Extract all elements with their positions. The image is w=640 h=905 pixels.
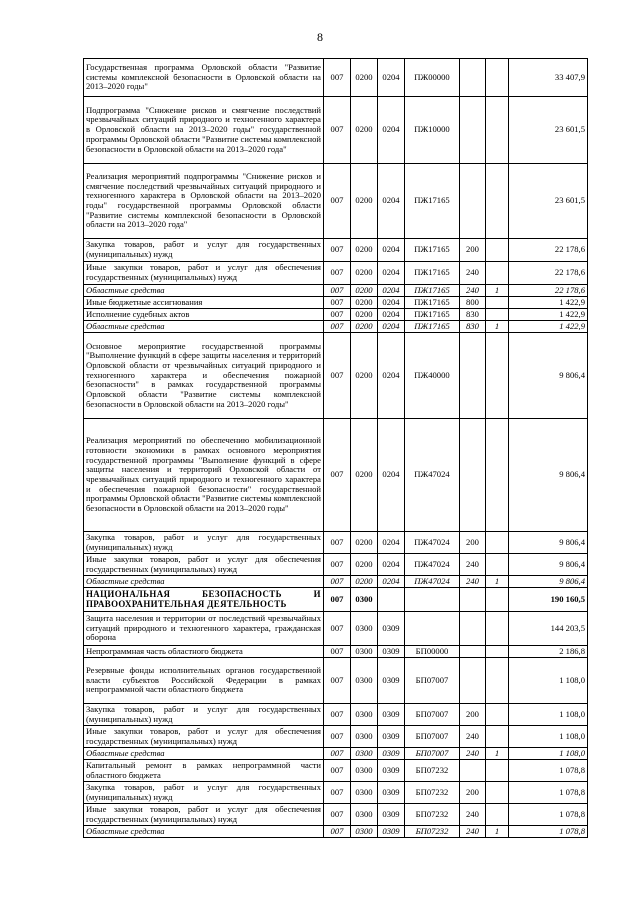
row-description: Областные средства	[84, 321, 324, 333]
table-row	[84, 333, 588, 419]
row-target-article-code: ПЖ17165	[405, 321, 460, 333]
row-target-article-code: ПЖ40000	[405, 333, 460, 419]
row-department-code: 007	[324, 309, 351, 321]
table-row	[84, 321, 588, 333]
row-department-code: 007	[324, 554, 351, 576]
row-target-article-code: БП07232	[405, 760, 460, 782]
row-subsection-code: 0309	[378, 748, 405, 760]
row-description: НАЦИОНАЛЬНАЯ БЕЗОПАСНОСТЬ И ПРАВООХРАНИТЕЛЬНАЯ ДЕЯТЕЛЬНОСТЬ	[84, 588, 324, 612]
row-department-code: 007	[324, 59, 351, 97]
row-expense-type-code	[460, 419, 486, 532]
row-subsection-code: 0309	[378, 704, 405, 726]
row-target-article-code: ПЖ17165	[405, 239, 460, 262]
row-description: Капитальный ремонт в рамках непрограммной части областного бюджета	[84, 760, 324, 782]
table-row	[84, 285, 588, 297]
row-expense-type-code: 200	[460, 532, 486, 554]
row-department-code: 007	[324, 612, 351, 646]
row-amount: 144 203,5	[509, 612, 588, 646]
row-section-code: 0200	[351, 285, 378, 297]
row-section-code: 0200	[351, 59, 378, 97]
row-department-code: 007	[324, 333, 351, 419]
row-funding-source-code	[486, 164, 509, 239]
row-amount: 1 108,0	[509, 658, 588, 704]
row-expense-type-code: 200	[460, 704, 486, 726]
row-funding-source-code	[486, 239, 509, 262]
row-subsection-code: 0309	[378, 658, 405, 704]
row-subsection-code: 0309	[378, 804, 405, 826]
row-department-code: 007	[324, 285, 351, 297]
row-department-code: 007	[324, 97, 351, 164]
row-amount: 1 078,8	[509, 782, 588, 804]
row-expense-type-code: 830	[460, 309, 486, 321]
row-funding-source-code	[486, 297, 509, 309]
row-target-article-code: ПЖ17165	[405, 297, 460, 309]
row-department-code: 007	[324, 262, 351, 285]
row-subsection-code: 0204	[378, 554, 405, 576]
row-amount: 1 078,8	[509, 804, 588, 826]
table-row	[84, 309, 588, 321]
row-section-code: 0200	[351, 333, 378, 419]
row-subsection-code: 0204	[378, 576, 405, 588]
row-department-code: 007	[324, 826, 351, 838]
row-subsection-code: 0204	[378, 333, 405, 419]
row-subsection-code: 0309	[378, 646, 405, 658]
row-funding-source-code: 1	[486, 748, 509, 760]
row-funding-source-code: 1	[486, 285, 509, 297]
row-description: Закупка товаров, работ и услуг для государственных (муниципальных) нужд	[84, 704, 324, 726]
row-description: Реализация мероприятий подпрограммы "Снижение рисков и смягчение последствий чрезвычайных ситуаций природного и техногенного характера в Орловской области на 2013–2020 годы" государственной программы Орловской области "Развитие системы комплексной безопасности в Орловской области на 2013–2020 года"	[84, 164, 324, 239]
row-subsection-code: 0204	[378, 59, 405, 97]
row-funding-source-code	[486, 658, 509, 704]
table-row	[84, 826, 588, 838]
row-target-article-code: ПЖ17165	[405, 164, 460, 239]
table-row	[84, 646, 588, 658]
row-funding-source-code	[486, 726, 509, 748]
row-funding-source-code	[486, 262, 509, 285]
row-funding-source-code: 1	[486, 826, 509, 838]
row-description: Областные средства	[84, 748, 324, 760]
budget-table	[83, 58, 588, 838]
table-row	[84, 782, 588, 804]
row-expense-type-code: 240	[460, 826, 486, 838]
row-funding-source-code	[486, 588, 509, 612]
row-section-code: 0300	[351, 726, 378, 748]
row-section-code: 0200	[351, 321, 378, 333]
row-expense-type-code	[460, 760, 486, 782]
row-amount: 9 806,4	[509, 532, 588, 554]
table-row	[84, 419, 588, 532]
row-subsection-code	[378, 588, 405, 612]
row-target-article-code: ПЖ47024	[405, 419, 460, 532]
row-subsection-code: 0204	[378, 532, 405, 554]
row-target-article-code: ПЖ47024	[405, 576, 460, 588]
row-subsection-code: 0204	[378, 419, 405, 532]
row-amount: 190 160,5	[509, 588, 588, 612]
row-section-code: 0200	[351, 239, 378, 262]
row-expense-type-code	[460, 59, 486, 97]
row-description: Подпрограмма "Снижение рисков и смягчение последствий чрезвычайных ситуаций природного и техногенного характера в Орловской области на 2013–2020 годы" государственной программы Орловской области "Развитие системы комплексной безопасности в Орловской области на 2013–2020 года"	[84, 97, 324, 164]
row-description: Иные закупки товаров, работ и услуг для обеспечения государственных (муниципальных) нужд	[84, 554, 324, 576]
row-funding-source-code	[486, 612, 509, 646]
row-description: Исполнение судебных актов	[84, 309, 324, 321]
row-section-code: 0200	[351, 164, 378, 239]
row-target-article-code: ПЖ17165	[405, 285, 460, 297]
row-subsection-code: 0309	[378, 612, 405, 646]
row-target-article-code: ПЖ17165	[405, 309, 460, 321]
row-section-code: 0300	[351, 612, 378, 646]
row-amount: 23 601,5	[509, 97, 588, 164]
row-description: Основное мероприятие государственной программы "Выполнение функций в сфере защиты населения и территорий Орловской области от чрезвычайных ситуаций природного и техногенного характера и обеспечения пожарной безопасности" в рамках государственной программы Орловской области "Развитие системы комплексной безопасности в Орловской области на 2013–2020 годы"	[84, 333, 324, 419]
row-description: Иные закупки товаров, работ и услуг для обеспечения государственных (муниципальных) нужд	[84, 726, 324, 748]
table-row	[84, 658, 588, 704]
row-description: Реализация мероприятий по обеспечению мобилизационной готовности экономики в рамках основного мероприятия государственной программы "Выполнение функций в сфере защиты населения и территорий Орловской области от чрезвычайных ситуаций природного и техногенного характера и обеспечения пожарной безопасности" государственной программы Орловской области "Развитие системы комплексной безопасности в Орловской области на 2013–2020 годы"	[84, 419, 324, 532]
row-target-article-code: ПЖ47024	[405, 532, 460, 554]
row-funding-source-code	[486, 333, 509, 419]
row-section-code: 0200	[351, 532, 378, 554]
row-department-code: 007	[324, 748, 351, 760]
row-section-code: 0200	[351, 419, 378, 532]
row-subsection-code: 0204	[378, 262, 405, 285]
row-expense-type-code	[460, 97, 486, 164]
row-amount: 22 178,6	[509, 285, 588, 297]
row-target-article-code: ПЖ00000	[405, 59, 460, 97]
row-expense-type-code: 240	[460, 726, 486, 748]
table-row	[84, 297, 588, 309]
row-funding-source-code	[486, 704, 509, 726]
row-target-article-code: БП07007	[405, 748, 460, 760]
row-department-code: 007	[324, 576, 351, 588]
row-section-code: 0200	[351, 576, 378, 588]
row-department-code: 007	[324, 658, 351, 704]
row-description: Иные закупки товаров, работ и услуг для обеспечения государственных (муниципальных) нужд	[84, 262, 324, 285]
row-expense-type-code: 830	[460, 321, 486, 333]
row-department-code: 007	[324, 321, 351, 333]
row-description: Областные средства	[84, 285, 324, 297]
table-row	[84, 532, 588, 554]
row-amount: 9 806,4	[509, 333, 588, 419]
row-expense-type-code: 240	[460, 554, 486, 576]
row-expense-type-code	[460, 164, 486, 239]
row-funding-source-code	[486, 532, 509, 554]
row-department-code: 007	[324, 588, 351, 612]
row-expense-type-code: 200	[460, 782, 486, 804]
row-subsection-code: 0309	[378, 826, 405, 838]
row-funding-source-code: 1	[486, 576, 509, 588]
row-expense-type-code: 240	[460, 576, 486, 588]
row-expense-type-code	[460, 646, 486, 658]
row-description: Непрограммная часть областного бюджета	[84, 646, 324, 658]
row-expense-type-code	[460, 612, 486, 646]
row-section-code: 0200	[351, 554, 378, 576]
row-amount: 33 407,9	[509, 59, 588, 97]
row-expense-type-code	[460, 333, 486, 419]
row-description: Резервные фонды исполнительных органов государственной власти субъектов Российской Федерации в рамках непрограммной части областного бюджета	[84, 658, 324, 704]
row-target-article-code: БП07007	[405, 726, 460, 748]
row-target-article-code: ПЖ17165	[405, 262, 460, 285]
row-expense-type-code: 240	[460, 804, 486, 826]
row-target-article-code: БП07232	[405, 804, 460, 826]
row-expense-type-code	[460, 588, 486, 612]
row-expense-type-code	[460, 658, 486, 704]
row-amount: 22 178,6	[509, 262, 588, 285]
row-department-code: 007	[324, 532, 351, 554]
row-expense-type-code: 800	[460, 297, 486, 309]
row-amount: 1 108,0	[509, 726, 588, 748]
row-description: Закупка товаров, работ и услуг для государственных (муниципальных) нужд	[84, 782, 324, 804]
row-subsection-code: 0204	[378, 321, 405, 333]
row-description: Областные средства	[84, 576, 324, 588]
row-department-code: 007	[324, 419, 351, 532]
row-subsection-code: 0204	[378, 164, 405, 239]
row-department-code: 007	[324, 297, 351, 309]
row-subsection-code: 0204	[378, 297, 405, 309]
row-amount: 1 078,8	[509, 826, 588, 838]
row-amount: 2 186,8	[509, 646, 588, 658]
row-funding-source-code	[486, 59, 509, 97]
row-department-code: 007	[324, 782, 351, 804]
row-target-article-code: ПЖ10000	[405, 97, 460, 164]
table-row	[84, 164, 588, 239]
row-description: Иные бюджетные ассигнования	[84, 297, 324, 309]
row-expense-type-code: 240	[460, 748, 486, 760]
row-section-code: 0200	[351, 309, 378, 321]
row-description: Областные средства	[84, 826, 324, 838]
row-funding-source-code	[486, 419, 509, 532]
row-amount: 9 806,4	[509, 576, 588, 588]
row-target-article-code: ПЖ47024	[405, 554, 460, 576]
row-subsection-code: 0309	[378, 760, 405, 782]
row-description: Иные закупки товаров, работ и услуг для обеспечения государственных (муниципальных) нужд	[84, 804, 324, 826]
table-row	[84, 726, 588, 748]
table-row	[84, 262, 588, 285]
row-expense-type-code: 200	[460, 239, 486, 262]
row-amount: 1 422,9	[509, 321, 588, 333]
row-funding-source-code	[486, 309, 509, 321]
row-target-article-code	[405, 588, 460, 612]
row-section-code: 0300	[351, 658, 378, 704]
row-section-code: 0300	[351, 782, 378, 804]
row-section-code: 0300	[351, 804, 378, 826]
row-section-code: 0200	[351, 97, 378, 164]
row-amount: 22 178,6	[509, 239, 588, 262]
row-section-code: 0200	[351, 297, 378, 309]
row-department-code: 007	[324, 760, 351, 782]
row-section-code: 0300	[351, 826, 378, 838]
row-section-code: 0300	[351, 588, 378, 612]
page-number: 8	[317, 30, 323, 44]
row-department-code: 007	[324, 726, 351, 748]
row-funding-source-code	[486, 804, 509, 826]
table-row	[84, 97, 588, 164]
row-amount: 23 601,5	[509, 164, 588, 239]
row-subsection-code: 0309	[378, 782, 405, 804]
row-amount: 1 422,9	[509, 309, 588, 321]
row-description: Закупка товаров, работ и услуг для государственных (муниципальных) нужд	[84, 532, 324, 554]
row-target-article-code	[405, 612, 460, 646]
table-row	[84, 760, 588, 782]
row-department-code: 007	[324, 704, 351, 726]
row-section-code: 0300	[351, 748, 378, 760]
row-subsection-code: 0204	[378, 309, 405, 321]
row-funding-source-code	[486, 646, 509, 658]
table-row	[84, 804, 588, 826]
row-section-code: 0300	[351, 704, 378, 726]
row-funding-source-code	[486, 782, 509, 804]
table-row	[84, 239, 588, 262]
row-section-code: 0300	[351, 760, 378, 782]
row-amount: 1 108,0	[509, 704, 588, 726]
row-funding-source-code	[486, 554, 509, 576]
row-amount: 9 806,4	[509, 419, 588, 532]
row-description: Государственная программа Орловской области "Развитие системы комплексной безопасности в Орловской области на 2013–2020 годы"	[84, 59, 324, 97]
row-amount: 1 108,0	[509, 748, 588, 760]
row-subsection-code: 0204	[378, 285, 405, 297]
row-amount: 9 806,4	[509, 554, 588, 576]
row-funding-source-code: 1	[486, 321, 509, 333]
row-subsection-code: 0204	[378, 97, 405, 164]
row-target-article-code: БП07232	[405, 782, 460, 804]
row-funding-source-code	[486, 760, 509, 782]
row-subsection-code: 0309	[378, 726, 405, 748]
row-section-code: 0200	[351, 262, 378, 285]
row-department-code: 007	[324, 239, 351, 262]
table-row	[84, 554, 588, 576]
budget-table-body	[84, 59, 588, 838]
table-row	[84, 612, 588, 646]
row-department-code: 007	[324, 646, 351, 658]
table-row	[84, 748, 588, 760]
row-subsection-code: 0204	[378, 239, 405, 262]
table-row	[84, 59, 588, 97]
row-amount: 1 422,9	[509, 297, 588, 309]
row-target-article-code: БП00000	[405, 646, 460, 658]
row-section-code: 0300	[351, 646, 378, 658]
table-row	[84, 588, 588, 612]
row-description: Закупка товаров, работ и услуг для государственных (муниципальных) нужд	[84, 239, 324, 262]
table-row	[84, 704, 588, 726]
row-expense-type-code: 240	[460, 285, 486, 297]
row-expense-type-code: 240	[460, 262, 486, 285]
row-target-article-code: БП07232	[405, 826, 460, 838]
row-target-article-code: БП07007	[405, 704, 460, 726]
row-department-code: 007	[324, 804, 351, 826]
row-target-article-code: БП07007	[405, 658, 460, 704]
row-funding-source-code	[486, 97, 509, 164]
row-amount: 1 078,8	[509, 760, 588, 782]
row-department-code: 007	[324, 164, 351, 239]
table-row	[84, 576, 588, 588]
row-description: Защита населения и территории от последствий чрезвычайных ситуаций природного и техногенного характера, гражданская оборона	[84, 612, 324, 646]
